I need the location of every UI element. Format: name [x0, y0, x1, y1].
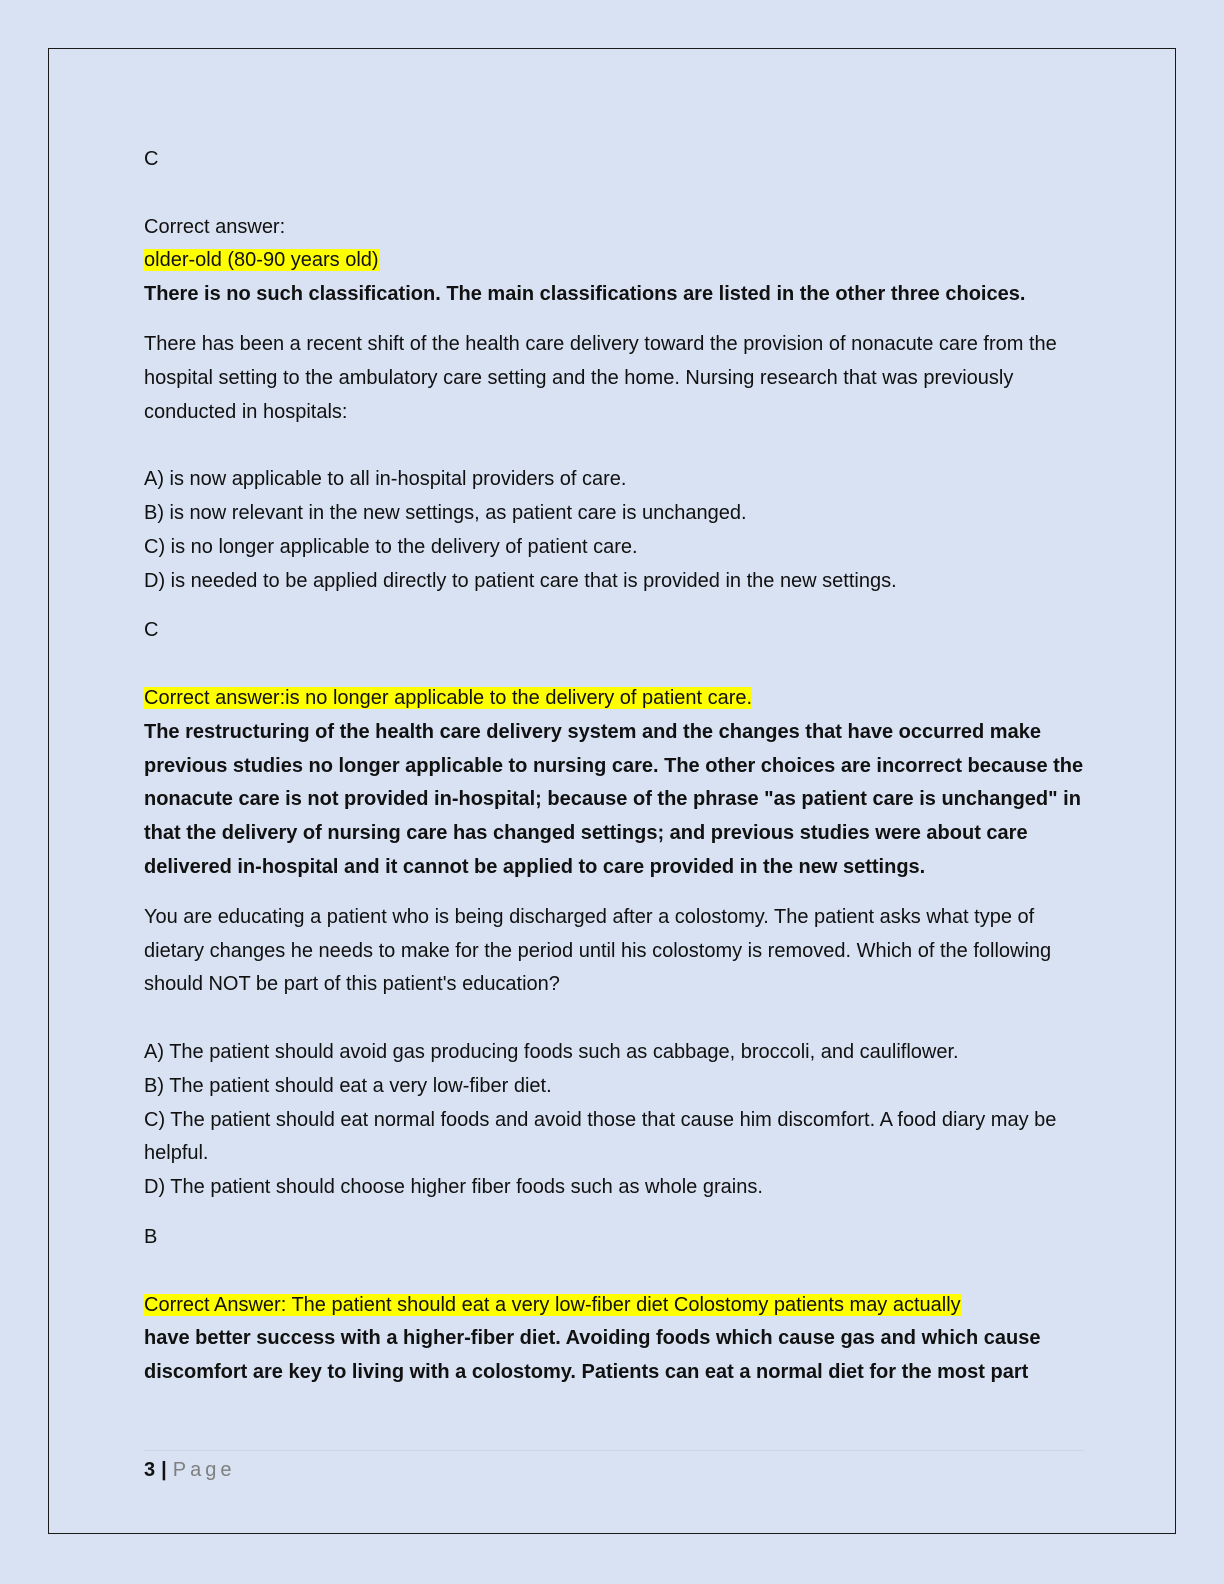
- footer-divider: [144, 1450, 1084, 1451]
- page-footer: [144, 1456, 235, 1484]
- page-number: 3: [144, 1459, 156, 1481]
- q3-answer-letter: B: [144, 1225, 158, 1248]
- page-label: Page: [172, 1459, 236, 1481]
- q2-correct-text: Correct answer:is no longer applicable to the delivery of patient care.: [144, 686, 753, 709]
- q1-answer-letter: C: [144, 148, 159, 170]
- q2-option-a: A) is now applicable to all in-hospital providers of care.: [144, 468, 627, 491]
- q2-correct-answer: [144, 682, 1084, 716]
- q3-option-a: A) The patient should avoid gas producing foods such as cabbage, broccoli, and cauliflower.: [144, 1040, 959, 1063]
- q2-option-c: C) is no longer applicable to the delivery of patient care.: [144, 535, 638, 558]
- q2-option-d: D) is needed to be applied directly to patient care that is provided in the new settings.: [144, 569, 897, 592]
- footer-separator: |: [161, 1459, 167, 1481]
- q3-correct-text: Correct Answer: The patient should eat a very low-fiber diet Colostomy patients may actually: [144, 1293, 961, 1316]
- q1-correct-text: older-old (80-90 years old): [144, 249, 379, 272]
- q3-rationale: have better success with a higher-fiber diet. Avoiding foods which cause gas and which cause discomfort are key to living with a colostomy. Patients can eat a normal diet for the most part: [144, 1327, 1041, 1384]
- document-body: [144, 143, 1084, 1390]
- q1-rationale: There is no such classification. The main classifications are listed in the other three choices.: [144, 283, 1026, 306]
- q2-stem: There has been a recent shift of the health care delivery toward the provision of nonacute care from the hospital setting to the ambulatory care setting and the home. Nursing research that was previously conducted in hospitals:: [144, 332, 1057, 423]
- q3-correct-answer: [144, 1289, 1084, 1323]
- q3-option-b: B) The patient should eat a very low-fiber diet.: [144, 1074, 552, 1097]
- q2-answer-letter: C: [144, 619, 159, 642]
- q3-option-d: D) The patient should choose higher fiber foods such as whole grains.: [144, 1176, 763, 1199]
- q2-rationale: The restructuring of the health care delivery system and the changes that have occurred make previous studies no longer applicable to nursing care. The other choices are incorrect because the nonacute care is not provided in-hospital; because of the phrase "as patient care is unchanged" in that the delivery of nursing care has changed settings; and previous studies were about care delivered in-hospital and it cannot be applied to care provided in the new settings.: [144, 720, 1084, 878]
- q1-correct-label: Correct answer:: [144, 215, 286, 238]
- q3-option-c: C) The patient should eat normal foods and avoid those that cause him discomfort. A food diary may be helpful.: [144, 1108, 1057, 1165]
- q2-option-b: B) is now relevant in the new settings, as patient care is unchanged.: [144, 501, 747, 524]
- q1-correct-answer: [144, 244, 1084, 278]
- q3-stem: You are educating a patient who is being discharged after a colostomy. The patient asks what type of dietary changes he needs to make for the period until his colostomy is removed. Which of the following should NOT be part of this patient's education?: [144, 905, 1052, 996]
